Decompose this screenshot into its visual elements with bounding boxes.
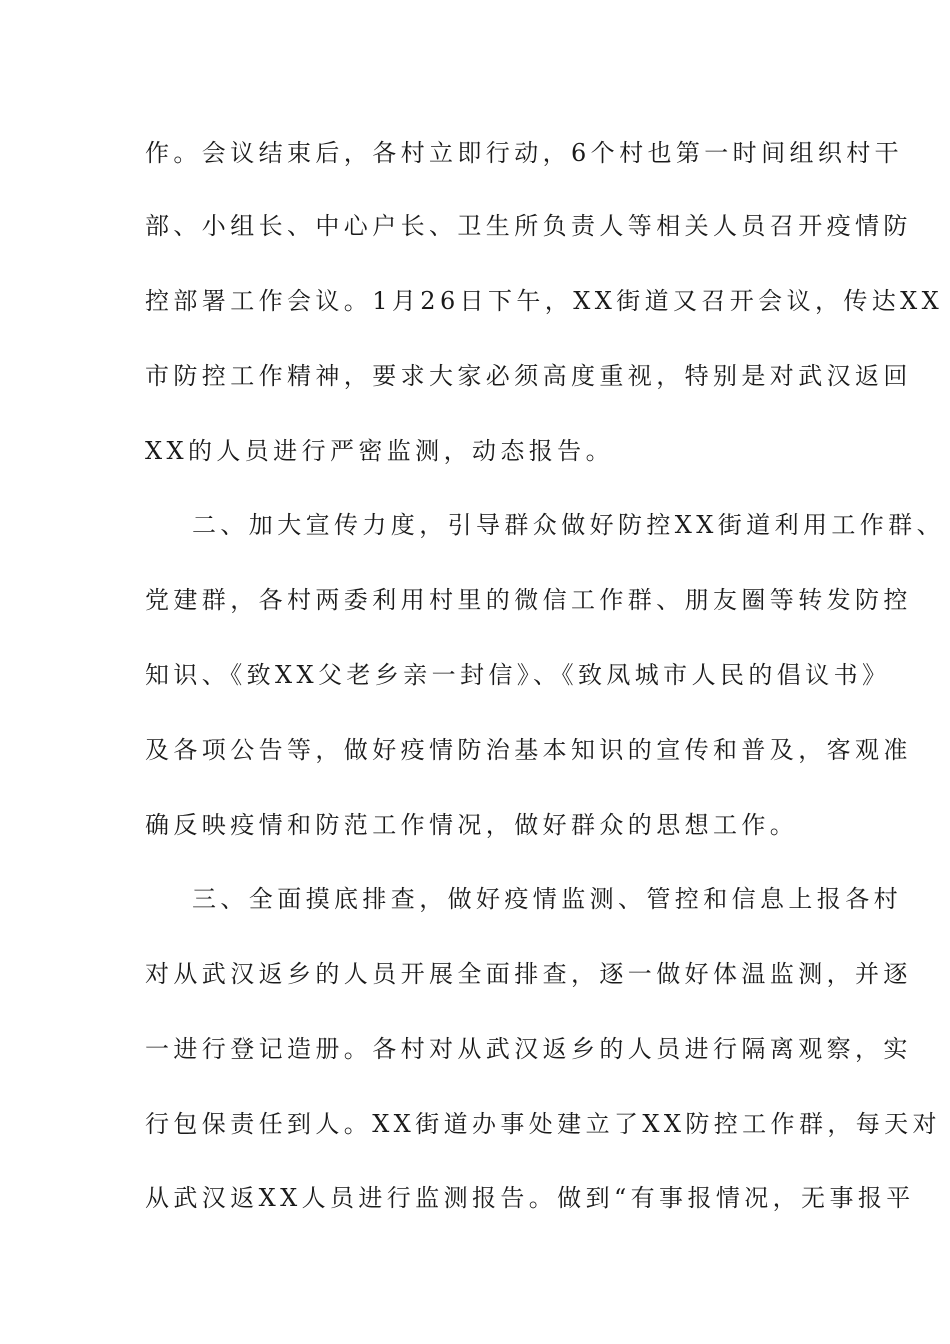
section-heading-3: 三、全面摸底排查，做好疫情监测、管控和信息上报各村 — [192, 885, 902, 913]
text-line: 知识、《致XX父老乡亲一封信》、《致凤城市人民的倡议书》 — [145, 661, 891, 689]
text-line: 从武汉返XX人员进行监测报告。做到“有事报情况，无事报平 — [145, 1184, 915, 1212]
text-line: 作。会议结束后，各村立即行动，6个村也第一时间组织村干 — [145, 139, 904, 167]
text-line: 行包保责任到人。XX街道办事处建立了XX防控工作群，每天对 — [145, 1110, 941, 1138]
text-line: 党建群，各村两委利用村里的微信工作群、朋友圈等转发防控 — [145, 586, 912, 614]
text-line: 对从武汉返乡的人员开展全面排查，逐一做好体温监测，并逐 — [145, 960, 912, 988]
text-line: XX的人员进行严密监测，动态报告。 — [145, 437, 614, 465]
text-line: 市防控工作精神，要求大家必须高度重视，特别是对武汉返回 — [145, 362, 912, 390]
text-line: 部、小组长、中心户长、卫生所负责人等相关人员召开疫情防 — [145, 212, 912, 240]
section-heading-2: 二、加大宣传力度，引导群众做好防控XX街道利用工作群、 — [192, 511, 945, 539]
text-line: 及各项公告等，做好疫情防治基本知识的宣传和普及，客观准 — [145, 736, 912, 764]
text-line: 一进行登记造册。各村对从武汉返乡的人员进行隔离观察，实 — [145, 1035, 912, 1063]
text-line: 确反映疫情和防范工作情况，做好群众的思想工作。 — [145, 811, 799, 839]
text-line: 控部署工作会议。1月26日下午，XX街道又召开会议，传达XX — [145, 287, 944, 315]
